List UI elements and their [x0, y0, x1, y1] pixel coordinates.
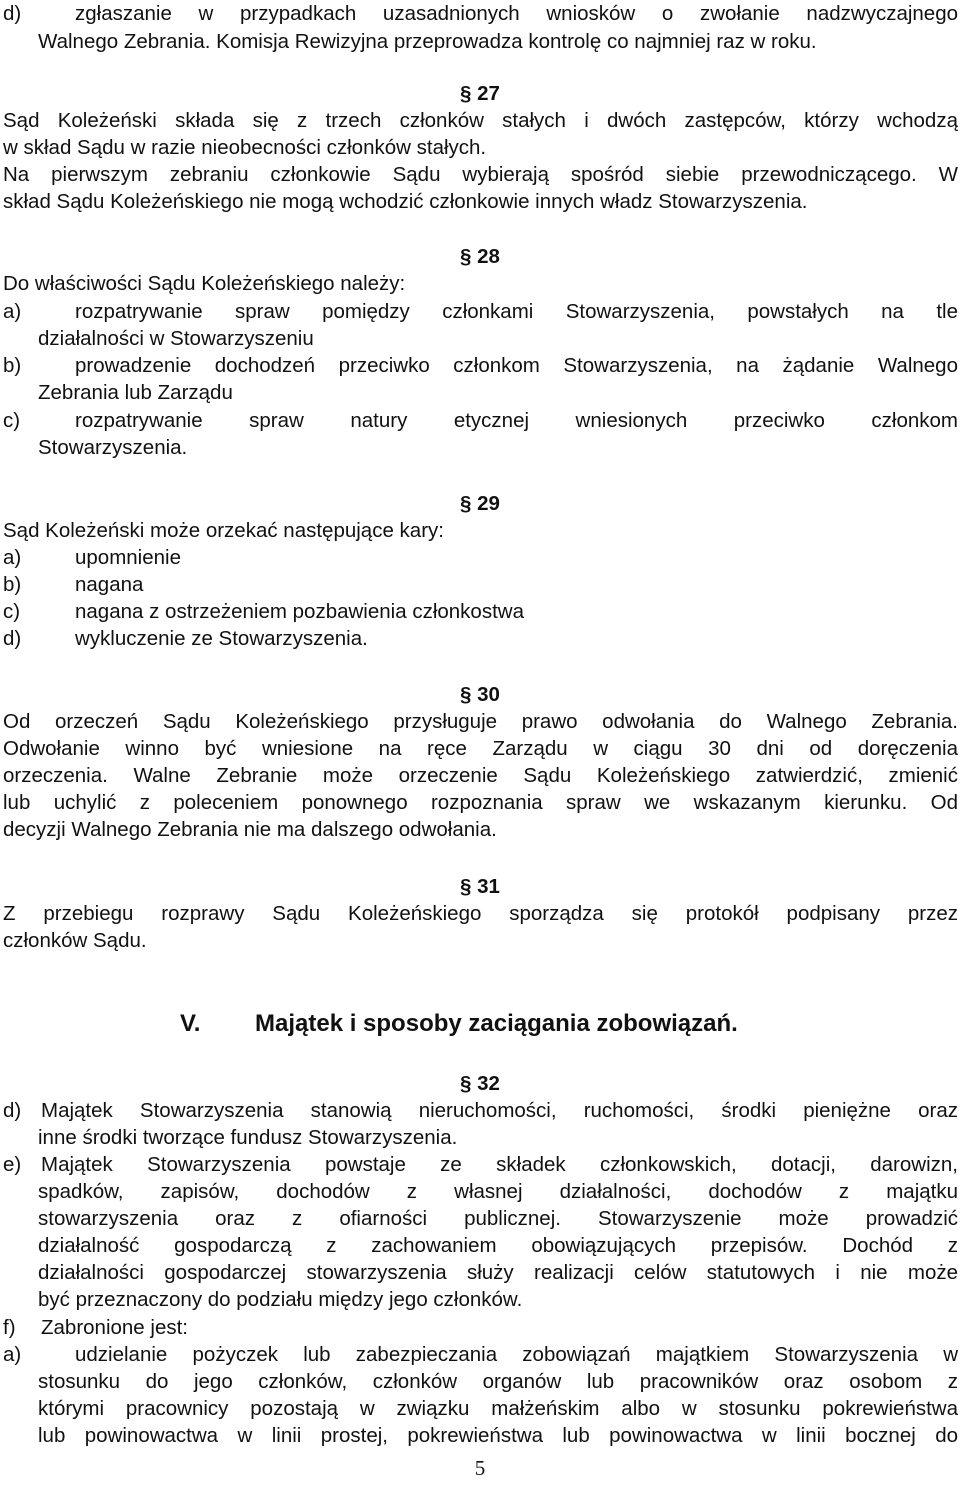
item-continuation: być przeznaczony do podziału między jego członków.: [38, 1288, 523, 1311]
item-continuation: Zebrania lub Zarządu: [38, 381, 233, 404]
item-continuation: inne środki tworzące fundusz Stowarzyszenia.: [38, 1126, 458, 1149]
paragraph-line: orzeczenia. Walne Zebranie może orzeczenie Sądu Koleżeńskiego zatwierdzić, zmienić: [3, 764, 958, 787]
item-continuation: działalność gospodarczą z zachowaniem obowiązujących przepisów. Dochód z: [38, 1234, 958, 1257]
item-label: d): [3, 627, 22, 650]
item-text: Zabronione jest:: [41, 1316, 189, 1339]
item-continuation: spadków, zapisów, dochodów z własnej działalności, dochodów z majątku: [38, 1180, 958, 1203]
section-heading-30: § 30: [460, 683, 500, 706]
chapter-number: V.: [180, 1010, 201, 1037]
item-label: a): [3, 1343, 22, 1366]
section-heading-27: § 27: [460, 82, 500, 105]
item-label: a): [3, 546, 22, 569]
item-continuation: Walnego Zebrania. Komisja Rewizyjna przeprowadza kontrolę co najmniej raz w roku.: [38, 30, 817, 53]
paragraph-intro: Sąd Koleżeński może orzekać następujące kary:: [3, 519, 444, 542]
item-label: a): [3, 300, 22, 323]
item-text: rozpatrywanie spraw pomiędzy członkami Stowarzyszenia, powstałych na tle: [75, 300, 958, 323]
item-label: c): [3, 409, 21, 432]
section-heading-29: § 29: [460, 492, 500, 515]
item-text: Majątek Stowarzyszenia stanowią nieruchomości, ruchomości, środki pieniężne oraz: [41, 1099, 958, 1122]
item-label: c): [3, 600, 21, 623]
item-text: udzielanie pożyczek lub zabezpieczania zobowiązań majątkiem Stowarzyszenia w: [75, 1343, 958, 1366]
paragraph-line: w skład Sądu w razie nieobecności członków stałych.: [3, 136, 487, 159]
item-text: nagana: [75, 573, 144, 596]
section-heading-28: § 28: [460, 245, 500, 268]
item-label: b): [3, 573, 22, 596]
item-text: nagana z ostrzeżeniem pozbawienia członkostwa: [75, 600, 524, 623]
item-text: upomnienie: [75, 546, 181, 569]
chapter-title: Majątek i sposoby zaciągania zobowiązań.: [255, 1010, 738, 1037]
paragraph-line: Na pierwszym zebraniu członkowie Sądu wybierają spośród siebie przewodniczącego. W: [3, 163, 958, 186]
item-text: prowadzenie dochodzeń przeciwko członkom Stowarzyszenia, na żądanie Walnego: [75, 354, 958, 377]
paragraph-line: Z przebiegu rozprawy Sądu Koleżeńskiego sporządza się protokół podpisany przez: [3, 902, 958, 925]
paragraph-intro: Do właściwości Sądu Koleżeńskiego należy:: [3, 272, 406, 295]
item-label: d): [3, 1099, 22, 1122]
paragraph-line: Odwołanie winno być wniesione na ręce Zarządu w ciągu 30 dni od doręczenia: [3, 737, 958, 760]
paragraph-line: członków Sądu.: [3, 929, 147, 952]
item-continuation: lub powinowactwa w linii prostej, pokrewieństwa lub powinowactwa w linii bocznej do: [38, 1424, 958, 1447]
item-text: rozpatrywanie spraw natury etycznej wniesionych przeciwko członkom: [75, 409, 958, 432]
section-heading-32: § 32: [460, 1072, 500, 1095]
page-number: 5: [474, 1456, 486, 1480]
item-label: d): [3, 2, 22, 25]
item-continuation: działalności gospodarczej stowarzyszenia służy realizacji celów statutowych i nie może: [38, 1261, 958, 1284]
item-continuation: działalności w Stowarzyszeniu: [38, 327, 314, 350]
section-heading-31: § 31: [460, 875, 500, 898]
item-text: Majątek Stowarzyszenia powstaje ze składek członkowskich, dotacji, darowizn,: [41, 1153, 958, 1176]
item-continuation: którymi pracownicy pozostają w związku małżeńskim albo w stosunku pokrewieństwa: [38, 1397, 958, 1420]
item-label: e): [3, 1153, 22, 1176]
item-continuation: stowarzyszenia oraz z ofiarności publicznej. Stowarzyszenie może prowadzić: [38, 1207, 958, 1230]
paragraph-line: Sąd Koleżeński składa się z trzech członków stałych i dwóch zastępców, którzy wchodzą: [3, 109, 958, 132]
item-label: f): [3, 1316, 16, 1339]
item-continuation: stosunku do jego członków, członków organów lub pracowników oraz osobom z: [38, 1370, 958, 1393]
item-label: b): [3, 354, 22, 377]
paragraph-line: decyzji Walnego Zebrania nie ma dalszego odwołania.: [3, 818, 497, 841]
paragraph-line: Od orzeczeń Sądu Koleżeńskiego przysługuje prawo odwołania do Walnego Zebrania.: [3, 710, 958, 733]
item-continuation: Stowarzyszenia.: [38, 436, 188, 459]
item-text: zgłaszanie w przypadkach uzasadnionych wniosków o zwołanie nadzwyczajnego: [75, 2, 958, 25]
paragraph-line: lub uchylić z poleceniem ponownego rozpoznania spraw we wskazanym kierunku. Od: [3, 791, 958, 814]
item-text: wykluczenie ze Stowarzyszenia.: [75, 627, 368, 650]
paragraph-line: skład Sądu Koleżeńskiego nie mogą wchodzić członkowie innych władz Stowarzyszenia.: [3, 190, 808, 213]
